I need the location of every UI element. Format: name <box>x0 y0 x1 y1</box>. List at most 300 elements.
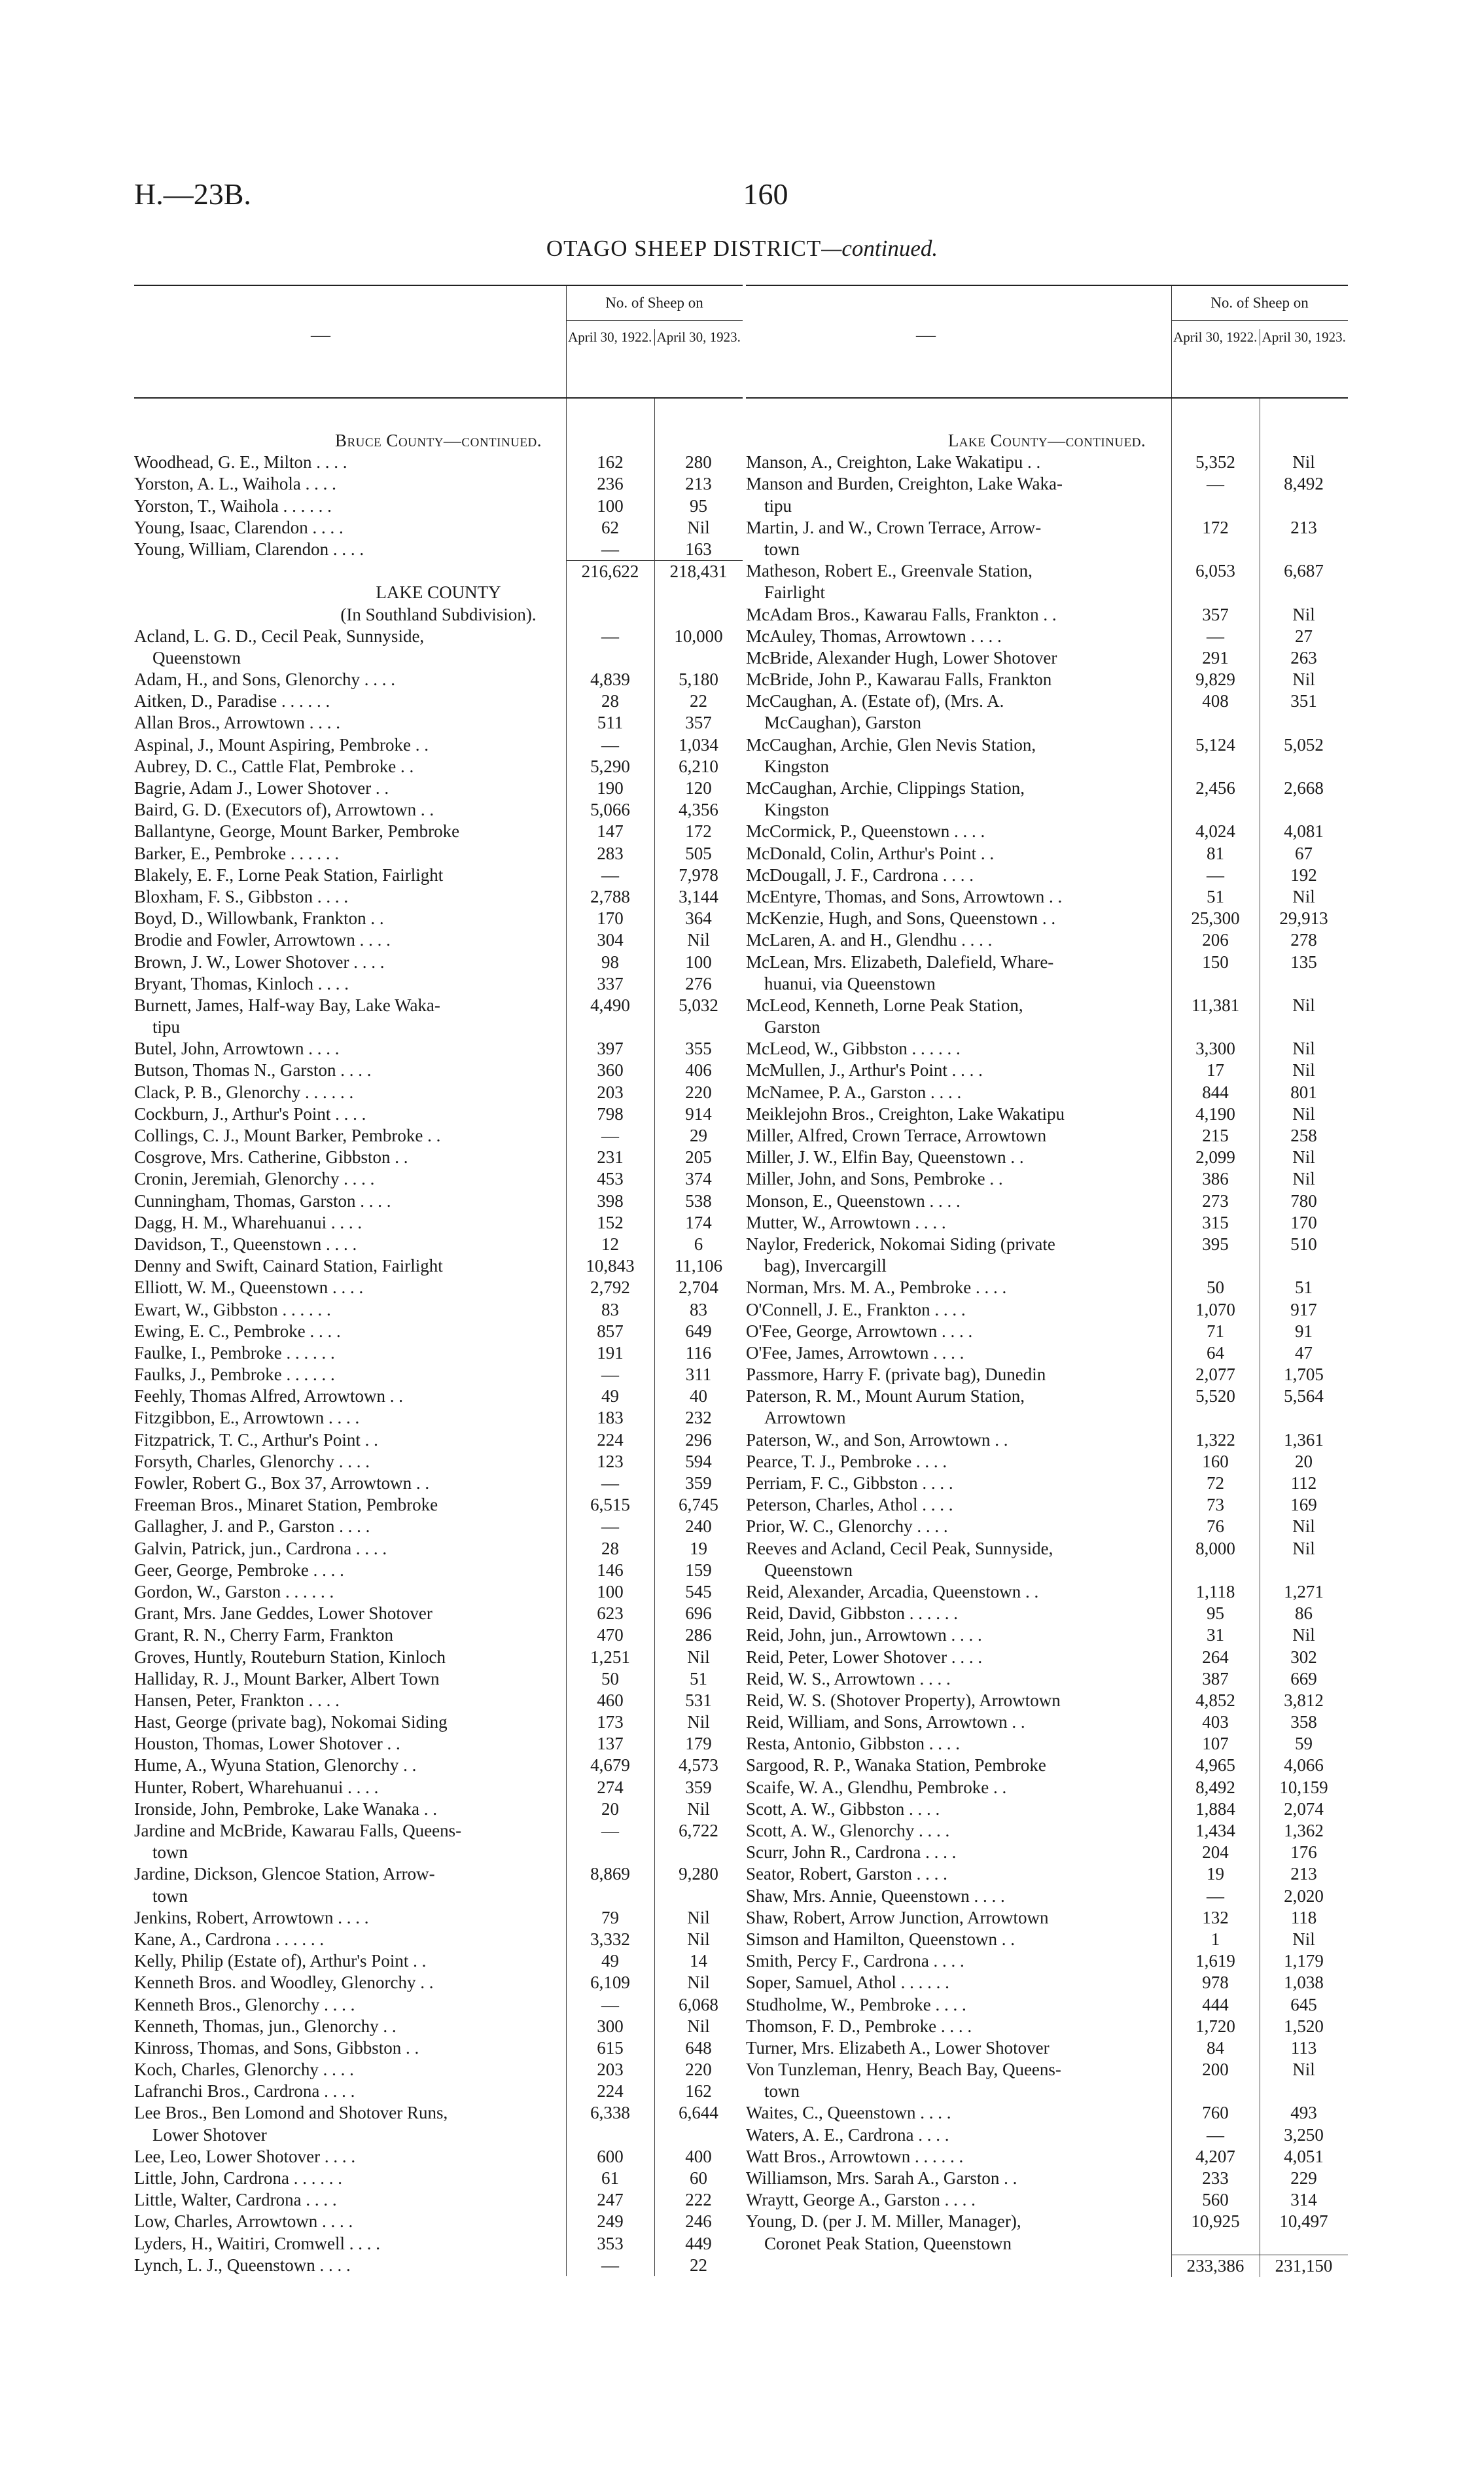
table-row-continuation <box>746 2233 1348 2255</box>
owner-name: McNamee, P. A., Garston . . . . <box>746 1082 962 1102</box>
owner-name: Thomson, F. D., Pembroke . . . . <box>746 2016 972 2036</box>
sheep-1923: 649 <box>685 1321 712 1341</box>
owner-name: Gallagher, J. and P., Garston . . . . <box>134 1516 370 1537</box>
sheep-1922: 100 <box>597 495 624 516</box>
sheep-1923: 493 <box>1290 2103 1317 2123</box>
sheep-1922: 1,070 <box>1195 1299 1235 1319</box>
sheep-1923: 220 <box>685 2060 712 2080</box>
sheep-1923: Nil <box>1292 670 1315 690</box>
sheep-1922: 236 <box>597 474 624 494</box>
sheep-1923: 112 <box>1290 1473 1317 1493</box>
sheep-1922: — <box>601 539 619 559</box>
owner-name: Matheson, Robert E., Greenvale Station, <box>746 561 1033 581</box>
owner-name: Jardine and McBride, Kawarau Falls, Queens- <box>134 1821 462 1840</box>
owner-name: Burnett, James, Half-way Bay, Lake Waka- <box>134 995 440 1015</box>
owner-name: Denny and Swift, Cainard Station, Fairlight <box>134 1256 443 1276</box>
table-row-continuation <box>746 2081 1348 2102</box>
sheep-1923: 1,705 <box>1284 1365 1324 1385</box>
owner-name: Pearce, T. J., Pembroke . . . . <box>746 1451 947 1471</box>
table-row <box>134 1798 743 1820</box>
owner-name: Coronet Peak Station, Queenstown <box>764 2233 1012 2253</box>
sheep-1922: 2,788 <box>590 886 630 906</box>
owner-name: town <box>152 1885 188 1906</box>
sheep-1923: 276 <box>685 973 712 993</box>
owner-name: Passmore, Harry F. (private bag), Dunedin <box>746 1365 1046 1385</box>
table-row <box>134 669 743 690</box>
owner-name: Butson, Thomas N., Garston . . . . <box>134 1060 372 1081</box>
table-row <box>746 1429 1348 1451</box>
sheep-1922: 357 <box>1202 604 1229 624</box>
sheep-1923: 917 <box>1290 1299 1317 1319</box>
sheep-1922: 83 <box>601 1299 619 1319</box>
owner-name: Fitzgibbon, E., Arrowtown . . . . <box>134 1408 360 1428</box>
owner-name: Freeman Bros., Minaret Station, Pembroke <box>134 1495 438 1515</box>
table-row-continuation <box>746 582 1348 603</box>
sheep-1923: 95 <box>690 495 707 516</box>
owner-name: Brodie and Fowler, Arrowtown . . . . <box>134 930 391 950</box>
sheep-1922: 1,884 <box>1195 1798 1235 1819</box>
table-row <box>134 1407 743 1429</box>
table-row <box>134 1168 743 1190</box>
table-row <box>134 1863 743 1885</box>
table-row <box>746 560 1348 582</box>
sheep-1922: 10,843 <box>586 1256 635 1276</box>
owner-name: Peterson, Charles, Athol . . . . <box>746 1495 953 1515</box>
table-row <box>746 1103 1348 1125</box>
sheep-1923: 40 <box>690 1386 707 1406</box>
owner-name: Kenneth Bros., Glenorchy . . . . <box>134 1994 355 2014</box>
sheep-1923: 364 <box>685 908 712 929</box>
table-row <box>746 1668 1348 1690</box>
sheep-1922: 147 <box>597 821 624 842</box>
sheep-1922: 173 <box>597 1712 624 1732</box>
owner-name: Arrowtown <box>764 1408 846 1428</box>
sheep-1923: 116 <box>685 1342 712 1363</box>
owner-name: Paterson, R. M., Mount Aurum Station, <box>746 1386 1025 1406</box>
sheep-1922: — <box>601 1821 619 1840</box>
col-1922-header: April 30, 1922. <box>568 329 652 345</box>
sheep-1922: 403 <box>1202 1712 1229 1732</box>
table-row <box>746 626 1348 647</box>
sheep-1922: 28 <box>601 1538 619 1558</box>
table-row <box>746 777 1348 799</box>
sheep-1923: 163 <box>685 539 712 559</box>
owner-name: Manson, A., Creighton, Lake Wakatipu . . <box>746 452 1041 473</box>
owner-name: Waites, C., Queenstown . . . . <box>746 2103 951 2123</box>
sheep-1923: 91 <box>1295 1321 1313 1341</box>
sheep-1922: 98 <box>601 952 619 972</box>
owner-name: McBride, Alexander Hugh, Lower Shotover <box>746 647 1057 668</box>
col-1923-header: April 30, 1923. <box>1260 329 1349 346</box>
sheep-1923: 351 <box>1290 691 1317 711</box>
sheep-1922: 12 <box>601 1234 619 1254</box>
sheep-1922: 274 <box>597 1777 624 1797</box>
owner-name: Scaife, W. A., Glendhu, Pembroke . . <box>746 1777 1007 1797</box>
table-row <box>746 1624 1348 1646</box>
table-row-continuation <box>746 799 1348 821</box>
sheep-1923: Nil <box>1292 1060 1315 1081</box>
table-row <box>746 1277 1348 1298</box>
table-row <box>134 1647 743 1668</box>
owner-name: Von Tunzleman, Henry, Beach Bay, Queens- <box>746 2060 1061 2080</box>
table-row <box>746 1603 1348 1624</box>
table-row <box>134 1060 743 1081</box>
table-row <box>746 1168 1348 1190</box>
sheep-1923: 59 <box>1295 1734 1313 1754</box>
owner-name: Sargood, R. P., Wanaka Station, Pembroke <box>746 1755 1046 1776</box>
owner-name: Williamson, Mrs. Sarah A., Garston . . <box>746 2168 1017 2188</box>
owner-name: Kelly, Philip (Estate of), Arthur's Point . . <box>134 1951 427 1971</box>
sheep-1923: 538 <box>685 1190 712 1211</box>
sheep-1922: 978 <box>1202 1973 1229 1993</box>
table-row <box>746 1385 1348 1407</box>
sheep-1922: 224 <box>597 2081 624 2101</box>
sheep-1922: — <box>1207 626 1224 646</box>
owner-name: McMullen, J., Arthur's Point . . . . <box>746 1060 983 1081</box>
sheep-1923: Nil <box>687 1929 710 1949</box>
owner-name: Norman, Mrs. M. A., Pembroke . . . . <box>746 1278 1007 1298</box>
sheep-1923: 4,573 <box>679 1755 718 1776</box>
owner-name: Brown, J. W., Lower Shotover . . . . <box>134 952 385 972</box>
sheep-1922: 50 <box>1207 1278 1224 1298</box>
owner-name: Hume, A., Wyuna Station, Glenorchy . . <box>134 1755 417 1776</box>
sheep-1923: Nil <box>1292 886 1315 906</box>
sheep-1923: 1,038 <box>1284 1973 1324 1993</box>
owner-name: Mutter, W., Arrowtown . . . . <box>746 1212 946 1232</box>
sheep-1922: 4,207 <box>1195 2146 1235 2166</box>
table-row <box>746 1820 1348 1842</box>
sheep-1922: 360 <box>597 1060 624 1081</box>
sheep-1923: Nil <box>1292 1625 1315 1645</box>
table-row-continuation <box>134 647 743 669</box>
sheep-1922: 233 <box>1202 2168 1229 2188</box>
table-row <box>746 1863 1348 1885</box>
sheep-1922: 72 <box>1207 1473 1224 1493</box>
sheep-1923: Nil <box>1292 995 1315 1015</box>
sheep-count-group-header <box>566 286 743 345</box>
sheep-1922: 107 <box>1202 1734 1229 1754</box>
owner-name: O'Fee, George, Arrowtown . . . . <box>746 1321 973 1341</box>
owner-name: Faulks, J., Pembroke . . . . . . <box>134 1365 335 1385</box>
sheep-1923: 246 <box>685 2211 712 2232</box>
owner-name: bag), Invercargill <box>764 1256 887 1276</box>
owner-name: Grant, R. N., Cherry Farm, Frankton <box>134 1625 393 1645</box>
col-1923-header: April 30, 1923. <box>654 329 743 346</box>
table-row <box>746 908 1348 929</box>
owner-name: Fairlight <box>764 582 825 603</box>
sheep-1922: 291 <box>1202 647 1229 668</box>
sheep-1923: 359 <box>685 1473 712 1493</box>
sheep-1922: 460 <box>597 1690 624 1710</box>
owner-name: Miller, John, and Sons, Pembroke . . <box>746 1169 1003 1189</box>
sheep-1922: 50 <box>601 1668 619 1689</box>
table-row <box>134 1820 743 1842</box>
table-row <box>134 2102 743 2124</box>
owner-name: Scurr, John R., Cardrona . . . . <box>746 1842 957 1863</box>
owner-name: Aitken, D., Paradise . . . . . . <box>134 691 330 711</box>
sheep-1923: 311 <box>685 1365 712 1385</box>
owner-name: Reid, John, jun., Arrowtown . . . . <box>746 1625 982 1645</box>
table-row <box>134 712 743 734</box>
sheep-1922: 76 <box>1207 1516 1224 1537</box>
sheep-1922: 62 <box>601 517 619 537</box>
table-row <box>746 1798 1348 1820</box>
sheep-1923: Nil <box>687 1798 710 1819</box>
right-table <box>746 285 1348 2276</box>
owner-name: Paterson, W., and Son, Arrowtown . . <box>746 1429 1008 1450</box>
sheep-1922: 470 <box>597 1625 624 1645</box>
sheep-1923: 10,000 <box>674 626 723 646</box>
sheep-1923: 22 <box>690 691 707 711</box>
table-row <box>746 1364 1348 1385</box>
table-row <box>746 952 1348 973</box>
owner-name: Butel, John, Arrowtown . . . . <box>134 1039 340 1059</box>
table-row <box>746 1125 1348 1147</box>
page-title <box>0 236 1484 262</box>
sheep-1922: 560 <box>1202 2190 1229 2210</box>
sheep-1923: 159 <box>685 1560 712 1580</box>
sheep-1922: — <box>601 1126 619 1145</box>
owner-name: Houston, Thomas, Lower Shotover . . <box>134 1734 400 1754</box>
right-table-body <box>746 399 1348 2276</box>
table-row-continuation <box>746 1255 1348 1277</box>
owner-name: Acland, L. G. D., Cecil Peak, Sunnyside, <box>134 626 425 646</box>
owner-name: Geer, George, Pembroke . . . . <box>134 1560 344 1580</box>
sheep-1923: 47 <box>1295 1342 1313 1363</box>
sheep-1923: 314 <box>1290 2190 1317 2210</box>
table-row <box>134 495 743 517</box>
column-rule <box>1171 399 1172 2277</box>
owner-name: O'Fee, James, Arrowtown . . . . <box>746 1342 964 1363</box>
table-row <box>134 1560 743 1581</box>
table-row <box>134 1711 743 1733</box>
sheep-1923: 60 <box>690 2168 707 2188</box>
owner-name: Scott, A. W., Gibbston . . . . <box>746 1798 940 1819</box>
table-row <box>746 2168 1348 2189</box>
sheep-1922: — <box>601 1365 619 1385</box>
table-row <box>134 2168 743 2189</box>
sheep-1922: 300 <box>597 2016 624 2036</box>
table-row <box>746 2146 1348 2168</box>
sheep-1923: 914 <box>685 1103 712 1124</box>
owner-name: Simson and Hamilton, Queenstown . . <box>746 1929 1015 1949</box>
sheep-1922: — <box>601 1994 619 2014</box>
sheep-1922: 137 <box>597 1734 624 1754</box>
table-row <box>134 1234 743 1255</box>
owner-name: Yorston, A. L., Waihola . . . . <box>134 474 336 494</box>
sheep-1923: 358 <box>1290 1712 1317 1732</box>
sheep-1923: 3,812 <box>1284 1690 1324 1710</box>
sheep-1922: 337 <box>597 973 624 993</box>
table-row <box>134 886 743 908</box>
sheep-1923: 83 <box>690 1299 707 1319</box>
sheep-1922: 857 <box>597 1321 624 1341</box>
table-row <box>746 1647 1348 1668</box>
sheep-1923: 170 <box>1290 1212 1317 1232</box>
sheep-1922: — <box>1207 474 1224 494</box>
owner-name: Blakely, E. F., Lorne Peak Station, Fairlight <box>134 865 444 885</box>
sheep-1923: Nil <box>687 517 710 537</box>
owner-name: Young, D. (per J. M. Miller, Manager), <box>746 2211 1021 2232</box>
sheep-1922: 31 <box>1207 1625 1224 1645</box>
table-row <box>746 1994 1348 2016</box>
owner-name: Forsyth, Charles, Glenorchy . . . . <box>134 1451 370 1471</box>
sheep-1922: 203 <box>597 1082 624 1102</box>
sheep-1922: 2,456 <box>1195 778 1235 798</box>
owner-name: Grant, Mrs. Jane Geddes, Lower Shotover <box>134 1603 433 1624</box>
table-row <box>746 929 1348 951</box>
owner-name: McEntyre, Thomas, and Sons, Arrowtown . . <box>746 886 1063 906</box>
sheep-1923: 4,066 <box>1284 1755 1324 1776</box>
sheep-1922: 3,300 <box>1195 1039 1235 1059</box>
sheep-1923: 51 <box>690 1668 707 1689</box>
owner-name: Aubrey, D. C., Cattle Flat, Pembroke . . <box>134 756 414 776</box>
sheep-1922: 444 <box>1202 1994 1229 2014</box>
table-row <box>134 1907 743 1929</box>
owner-name: Kane, A., Cardrona . . . . . . <box>134 1929 325 1949</box>
table-row <box>746 1299 1348 1321</box>
sheep-1923: 6,210 <box>679 756 718 776</box>
table-row <box>134 1494 743 1516</box>
sheep-1922: 49 <box>601 1386 619 1406</box>
owner-name: Barker, E., Pembroke . . . . . . <box>134 843 340 863</box>
sheep-1923: 357 <box>685 713 712 733</box>
sheep-1922: 203 <box>597 2060 624 2080</box>
sheep-1922: — <box>601 734 619 755</box>
sheep-1922: 152 <box>597 1212 624 1232</box>
table-row <box>746 1473 1348 1494</box>
table-row <box>134 2255 743 2276</box>
left-table <box>134 285 743 2276</box>
owner-name: Soper, Samuel, Athol . . . . . . <box>746 1973 949 1993</box>
table-row <box>746 2211 1348 2232</box>
table-row <box>746 669 1348 690</box>
owner-name: Koch, Charles, Glenorchy . . . . <box>134 2060 354 2080</box>
header-dash: — <box>916 324 936 346</box>
owner-name: LAKE COUNTY <box>376 582 501 603</box>
table-row <box>746 604 1348 626</box>
owner-name: McCaughan, A. (Estate of), (Mrs. A. <box>746 691 1004 711</box>
table-row <box>134 2016 743 2037</box>
sheep-1922: 51 <box>1207 886 1224 906</box>
sheep-1922: 200 <box>1202 2060 1229 2080</box>
owner-name: Bryant, Thomas, Kinloch . . . . <box>134 973 349 993</box>
owner-name: Faulke, I., Pembroke . . . . . . <box>134 1342 335 1363</box>
table-row <box>134 1516 743 1537</box>
sheep-1922: 95 <box>1207 1603 1224 1624</box>
sheep-1923: 6,068 <box>679 1994 718 2014</box>
table-row <box>134 626 743 647</box>
table-row <box>746 690 1348 712</box>
section-subheading <box>134 582 743 603</box>
owner-name: Lee, Leo, Lower Shotover . . . . <box>134 2146 356 2166</box>
sheep-1923: 213 <box>1290 517 1317 537</box>
sheep-1922: 4,965 <box>1195 1755 1235 1776</box>
table-row <box>746 2037 1348 2059</box>
owner-name: Woodhead, G. E., Milton . . . . <box>134 452 347 473</box>
table-row <box>134 2189 743 2211</box>
sheep-1923: 10,159 <box>1279 1777 1328 1797</box>
sheep-1923: 531 <box>685 1690 712 1710</box>
sheep-1922: 2,099 <box>1195 1147 1235 1168</box>
sheep-1922: — <box>1207 1885 1224 1906</box>
sheep-1922: 5,352 <box>1195 452 1235 473</box>
owner-name: Manson and Burden, Creighton, Lake Waka- <box>746 474 1063 494</box>
sheep-1923: 6,722 <box>679 1821 718 1840</box>
sheep-1922: 4,839 <box>590 670 630 690</box>
sheep-1922: 395 <box>1202 1234 1229 1254</box>
sheep-1922: 191 <box>597 1342 624 1363</box>
sheep-1923: 231,150 <box>1260 2255 1348 2277</box>
sheep-1923: 6,687 <box>1284 561 1324 581</box>
group-label: No. of Sheep on <box>1171 286 1348 321</box>
sheep-1923: 29 <box>690 1126 707 1145</box>
sheep-1922: 146 <box>597 1560 624 1580</box>
sheep-1923: 10,497 <box>1279 2211 1328 2232</box>
owner-name: Reid, W. S., Arrowtown . . . . <box>746 1668 951 1689</box>
sheep-1922: 79 <box>601 1907 619 1927</box>
sheep-1923: 1,179 <box>1284 1951 1324 1971</box>
table-row-continuation <box>134 1885 743 1907</box>
sheep-1922: 4,024 <box>1195 821 1235 842</box>
sheep-1922: 10,925 <box>1191 2211 1240 2232</box>
table-row <box>134 929 743 951</box>
sheep-1923: 648 <box>685 2037 712 2058</box>
table-row <box>134 1929 743 1950</box>
owner-name: Fowler, Robert G., Box 37, Arrowtown . . <box>134 1473 430 1493</box>
sheep-1922: 84 <box>1207 2037 1224 2058</box>
table-row <box>134 1038 743 1060</box>
table-row <box>746 1690 1348 1711</box>
table-row <box>746 1342 1348 1364</box>
section-heading <box>134 430 743 452</box>
table-row <box>134 1190 743 1212</box>
table-row <box>746 1711 1348 1733</box>
owner-name: McCormick, P., Queenstown . . . . <box>746 821 985 842</box>
table-row <box>134 1212 743 1234</box>
owner-name: McCaughan), Garston <box>764 713 921 733</box>
owner-name: town <box>152 1842 188 1863</box>
owner-name: Reid, Peter, Lower Shotover . . . . <box>746 1647 983 1667</box>
table-row <box>134 473 743 495</box>
table-row-continuation <box>746 973 1348 995</box>
owner-name: Reid, David, Gibbston . . . . . . <box>746 1603 958 1624</box>
sheep-1922: 11,381 <box>1191 995 1240 1015</box>
table-row <box>746 2016 1348 2037</box>
page-title-text: OTAGO SHEEP DISTRICT <box>546 236 822 261</box>
table-row <box>134 1538 743 1560</box>
sheep-1922: 798 <box>597 1103 624 1124</box>
table-row <box>134 1321 743 1342</box>
sheep-1923: 258 <box>1290 1126 1317 1145</box>
table-row <box>746 1212 1348 1234</box>
table-row-continuation <box>134 2124 743 2146</box>
sheep-1922: 150 <box>1202 952 1229 972</box>
owner-name: McDougall, J. F., Cardrona . . . . <box>746 865 974 885</box>
section-subheading <box>134 604 743 626</box>
owner-name: Lyders, H., Waitiri, Cromwell . . . . <box>134 2233 381 2253</box>
owner-name: Kenneth Bros. and Woodley, Glenorchy . . <box>134 1973 434 1993</box>
sheep-1922: 215 <box>1202 1126 1229 1145</box>
sheep-1923: 19 <box>690 1538 707 1558</box>
sheep-1923: 6 <box>694 1234 703 1254</box>
sheep-1923: 449 <box>685 2233 712 2253</box>
sheep-1923: Nil <box>1292 2060 1315 2080</box>
sheep-1923: 278 <box>1290 930 1317 950</box>
sheep-1923: 510 <box>1290 1234 1317 1254</box>
owner-name: town <box>764 539 800 559</box>
table-row <box>746 1538 1348 1560</box>
